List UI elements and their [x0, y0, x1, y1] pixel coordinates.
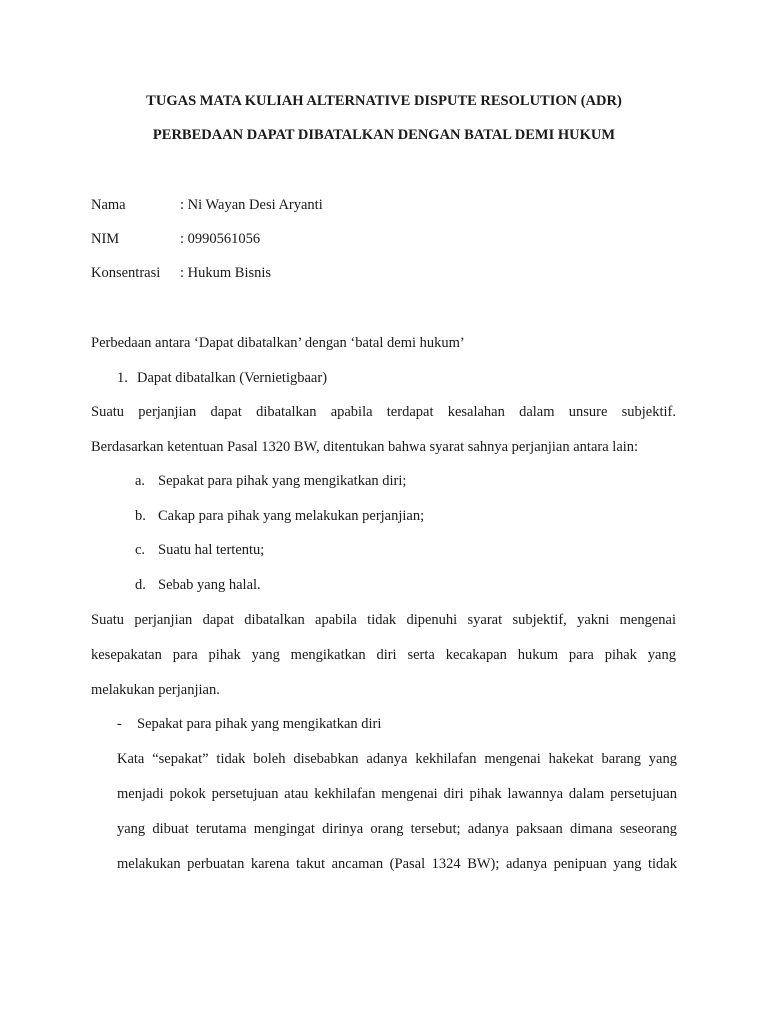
paragraph-line: Suatu perjanjian dapat dibatalkan apabila terdapat kesalahan dalam unsure subjektif.	[91, 404, 676, 420]
identity-value-nama: : Ni Wayan Desi Aryanti	[180, 197, 323, 213]
paragraph-line: kesepakatan para pihak yang mengikatkan diri serta kecakapan hukum para pihak yang	[91, 647, 676, 663]
identity-value-konsentrasi: : Hukum Bisnis	[180, 265, 272, 281]
paragraph-line: Kata “sepakat” tidak boleh disebabkan adanya kekhilafan mengenai hakekat barang yang	[117, 751, 677, 767]
list-marker: c.	[135, 542, 146, 558]
list-item: Sepakat para pihak yang mengikatkan diri;	[158, 473, 407, 489]
list-marker: a.	[135, 473, 146, 489]
paragraph-line: melakukan perjanjian.	[91, 682, 220, 698]
intro-text: Perbedaan antara ‘Dapat dibatalkan’ dengan ‘batal demi hukum’	[91, 335, 465, 351]
section-number: 1.	[117, 370, 128, 386]
paragraph-line: menjadi pokok persetujuan atau kekhilafan mengenai diri pihak lawannya dalam persetujuan	[117, 786, 677, 802]
list-marker: d.	[135, 577, 146, 593]
bullet-text: Sepakat para pihak yang mengikatkan diri	[137, 716, 382, 732]
bullet-marker: -	[117, 716, 122, 732]
paragraph-line: Suatu perjanjian dapat dibatalkan apabila tidak dipenuhi syarat subjektif, yakni mengenai	[91, 612, 676, 628]
list-item: Cakap para pihak yang melakukan perjanjian;	[158, 508, 425, 524]
section-heading: Dapat dibatalkan (Vernietigbaar)	[137, 370, 328, 386]
list-marker: b.	[135, 508, 146, 524]
paragraph-line: yang dibuat terutama mengingat dirinya orang tersebut; adanya paksaan dimana seseorang	[117, 821, 677, 837]
paragraph-line: Berdasarkan ketentuan Pasal 1320 BW, ditentukan bahwa syarat sahnya perjanjian antara lain:	[91, 439, 639, 455]
identity-label-nama: Nama	[91, 197, 126, 213]
list-item: Suatu hal tertentu;	[158, 542, 265, 558]
identity-label-nim: NIM	[91, 231, 120, 247]
document-subtitle: PERBEDAAN DAPAT DIBATALKAN DENGAN BATAL DEMI HUKUM	[152, 127, 616, 143]
identity-label-konsentrasi: Konsentrasi	[91, 265, 161, 281]
identity-value-nim: : 0990561056	[180, 231, 261, 247]
paragraph-line: melakukan perbuatan karena takut ancaman (Pasal 1324 BW); adanya penipuan yang tidak	[117, 856, 677, 872]
document-title: TUGAS MATA KULIAH ALTERNATIVE DISPUTE RESOLUTION (ADR)	[146, 93, 622, 109]
list-item: Sebab yang halal.	[158, 577, 261, 593]
